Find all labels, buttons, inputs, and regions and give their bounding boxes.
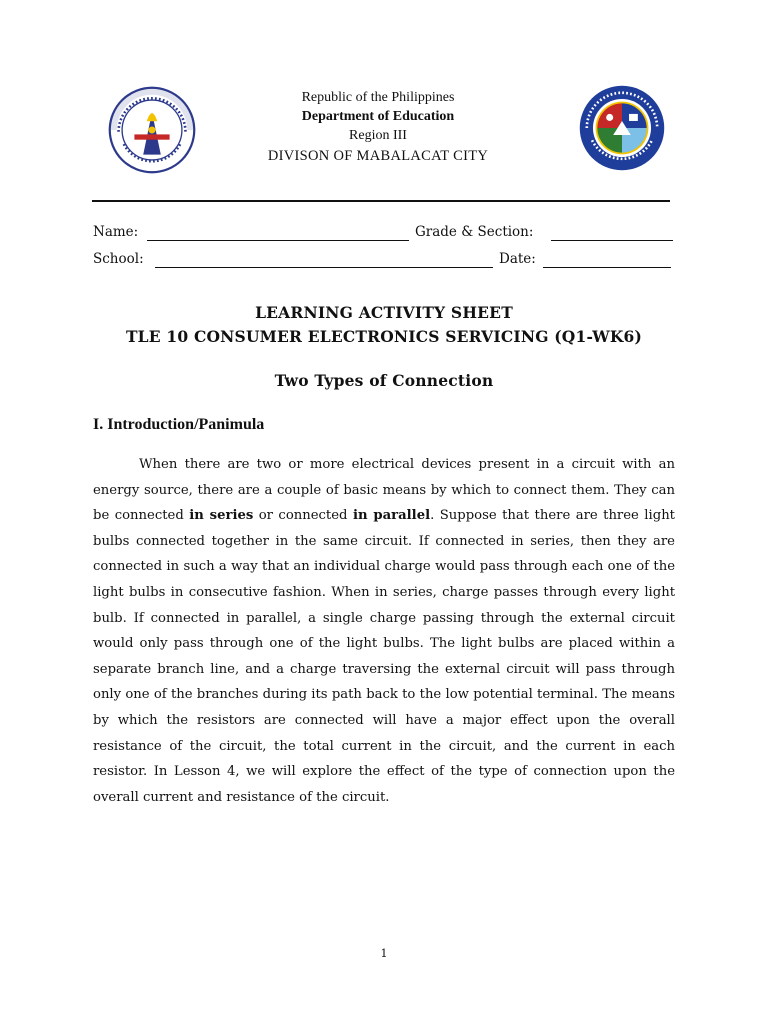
name-field[interactable]	[147, 240, 409, 241]
term-in-parallel: in parallel	[352, 508, 431, 524]
region-line: Region III	[349, 128, 407, 143]
division-line: DIVISON OF MABALACAT CITY	[267, 148, 489, 164]
sheet-title: LEARNING ACTIVITY SHEET	[255, 303, 513, 322]
division-seal-icon	[578, 84, 666, 172]
name-label: Name:	[93, 224, 139, 240]
department-line: Department of Education	[301, 109, 455, 124]
grade-section-field[interactable]	[551, 240, 673, 241]
school-field[interactable]	[155, 267, 493, 268]
para-text-a: When there are two or more electrical devices present in a circuit with an energy source, there are a couple of basic means by which to connect them. They can be connected	[93, 457, 675, 524]
division-seal-logo	[578, 84, 666, 172]
para-text-b: or connected	[253, 508, 353, 524]
page-number: 1	[380, 947, 388, 960]
date-field[interactable]	[543, 267, 671, 268]
grade-section-label: Grade & Section:	[415, 224, 534, 240]
form-row-school	[93, 251, 673, 273]
date-label: Date:	[499, 251, 536, 267]
topic-title: Two Types of Connection	[274, 371, 494, 390]
para-text-c: . Suppose that there are three light bulbs connected together in the same circuit. If connected in series, then they are connected in such a way that an individual charge would pass through each one of the light bulbs in consecutive fashion. When in series, charge passes through every light bulb. If connected in parallel, a single charge passing through the external circuit would only pass through one of the light bulbs. The light bulbs are placed within a separate branch line, and a charge traversing the external circuit will pass through only one of the branches during its path back to the low potential terminal. The means by which the resistors are connected will have a major effect upon the overall resistance of the circuit, the total current in the circuit, and the current in each resistor. In Lesson 4, we will explore the effect of the type of connection upon the overall current and resistance of the circuit.	[93, 508, 675, 805]
introduction-paragraph	[93, 452, 675, 810]
republic-line: Republic of the Philippines	[301, 90, 455, 105]
deped-seal-logo	[108, 86, 196, 174]
section-heading: I. Introduction/Panimula	[93, 416, 265, 433]
header-block	[200, 88, 556, 166]
term-in-series: in series	[189, 508, 254, 524]
deped-seal-icon	[108, 86, 196, 174]
school-label: School:	[93, 251, 144, 267]
subject-title: TLE 10 CONSUMER ELECTRONICS SERVICING (Q1-WK6)	[125, 327, 643, 346]
header-divider	[92, 200, 670, 202]
form-row-name	[93, 224, 673, 246]
